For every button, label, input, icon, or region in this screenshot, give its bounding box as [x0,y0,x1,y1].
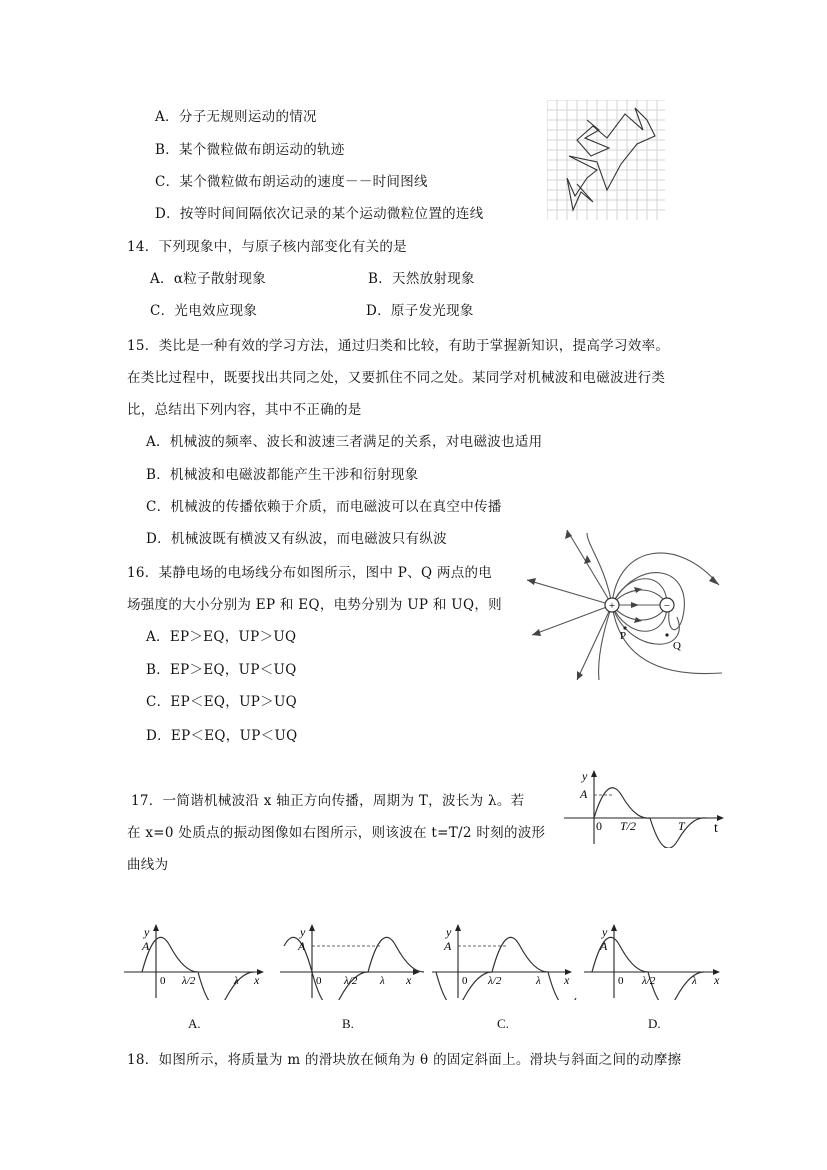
wave-option-b [276,920,426,1000]
wave-a-y-label: y [144,925,150,939]
q16-stem-line1: 16．某静电场的电场线分布如图所示，图中 P、Q 两点的电 [127,565,493,581]
q13-option-c: C．某个微粒做布朗运动的速度－－时间图线 [155,174,428,190]
wave-option-a-caption: A. [188,1016,201,1031]
vib-half-period-label: T/2 [620,819,637,833]
wave-option-a [120,920,270,1000]
wave-option-b-caption: B. [342,1016,354,1031]
q15-option-b: B．机械波和电磁波都能产生干涉和衍射现象 [146,467,419,483]
wave-a-half-label: λ/2 [182,975,196,987]
wave-d-x-label: x [714,973,720,987]
q14-option-c: C．光电效应现象 [150,303,258,319]
q16-option-d: D．EP＜EQ，UP＜UQ [146,728,298,744]
wave-b-origin-label: 0 [316,975,322,987]
point-p-label: P [620,630,627,642]
q16-option-c: C．EP＜EQ，UP＞UQ [146,694,297,710]
wave-c-a-label: A [444,939,452,953]
wave-b-y-label: y [300,925,306,939]
q14-option-a: A．α粒子散射现象 [150,271,267,287]
point-q-label: Q [673,640,681,652]
wave-b-half-label: λ/2 [344,975,358,987]
wave-d-half-label: λ/2 [642,975,656,987]
q15-stem-line2: 在类比过程中，既要找出共同之处，又要抓住不同之处。某同学对机械波和电磁波进行类 [127,370,666,386]
vib-a-label: A [580,787,588,801]
wave-c-half-label: λ/2 [488,975,502,987]
wave-d-y-label: y [602,925,608,939]
vib-period-label: T [678,819,685,833]
wave-a-a-label: A [142,939,150,953]
q16-stem-line2: 场强度的大小分别为 EP 和 EQ，电势分别为 UP 和 UQ，则 [127,597,502,613]
q15-option-a: A．机械波的频率、波长和波速三者满足的关系，对电磁波也适用 [146,434,543,450]
q17-stem-line2: 在 x=0 处质点的振动图像如右图所示，则该波在 t=T/2 时刻的波形 [127,825,546,841]
q17-stem-line3: 曲线为 [127,857,169,873]
wave-b-a-label: A [298,939,306,953]
q15-stem-line1: 15．类比是一种有效的学习方法，通过归类和比较，有助于掌握新知识，提高学习效率。 [127,338,670,354]
vibration-graph [560,768,730,848]
wave-b-x-label: x [406,973,412,987]
wave-option-c [428,920,578,1000]
negative-charge-label: − [663,600,671,612]
wave-b-lambda-label: λ [380,975,385,987]
q15-option-d: D．机械波既有横波又有纵波，而电磁波只有纵波 [146,531,447,547]
wave-d-origin-label: 0 [618,975,624,987]
wave-option-d [580,920,730,1000]
wave-c-lambda-label: λ [536,975,541,987]
wave-d-lambda-label: λ [692,975,697,987]
q15-stem-line3: 比，总结出下列内容，其中不正确的是 [127,402,362,418]
wave-c-x-label: x [564,973,570,987]
q17-stem-line1: 17．一简谐机械波沿 x 轴正方向传播，周期为 T，波长为 λ。若 [131,793,525,809]
vib-origin-label: 0 [596,819,602,833]
q13-option-b: B．某个微粒做布朗运动的轨迹 [155,142,345,158]
wave-a-origin-label: 0 [160,975,166,987]
wave-c-origin-label: 0 [462,975,468,987]
vib-y-label: y [582,769,588,783]
wave-c-y-label: y [446,925,452,939]
q16-option-a: A．EP＞EQ，UP＞UQ [146,629,297,645]
wave-option-c-caption: C. [497,1016,509,1031]
q18-stem: 18．如图所示，将质量为 m 的滑块放在倾角为 θ 的固定斜面上。滑块与斜面之间的动摩擦 [127,1052,682,1068]
wave-d-a-label: A [600,939,608,953]
q16-option-b: B．EP＞EQ，UP＜UQ [146,662,297,678]
brownian-motion-figure [547,100,667,222]
wave-a-x-label: x [254,973,260,987]
positive-charge-label: + [608,600,616,612]
q15-option-c: C．机械波的传播依赖于介质，而电磁波可以在真空中传播 [146,499,502,515]
wave-a-lambda-label: λ [234,975,239,987]
q13-option-d: D．按等时间间隔依次记录的某个运动微粒位置的连线 [155,206,484,222]
electric-field-figure [527,525,727,685]
q14-option-d: D．原子发光现象 [366,303,474,319]
q14-stem: 14．下列现象中，与原子核内部变化有关的是 [127,239,407,255]
q14-option-b: B．天然放射现象 [368,271,475,287]
q13-option-a: A．分子无规则运动的情况 [155,109,317,125]
wave-option-d-caption: D. [648,1016,661,1031]
vib-t-axis-label: t [714,821,718,836]
